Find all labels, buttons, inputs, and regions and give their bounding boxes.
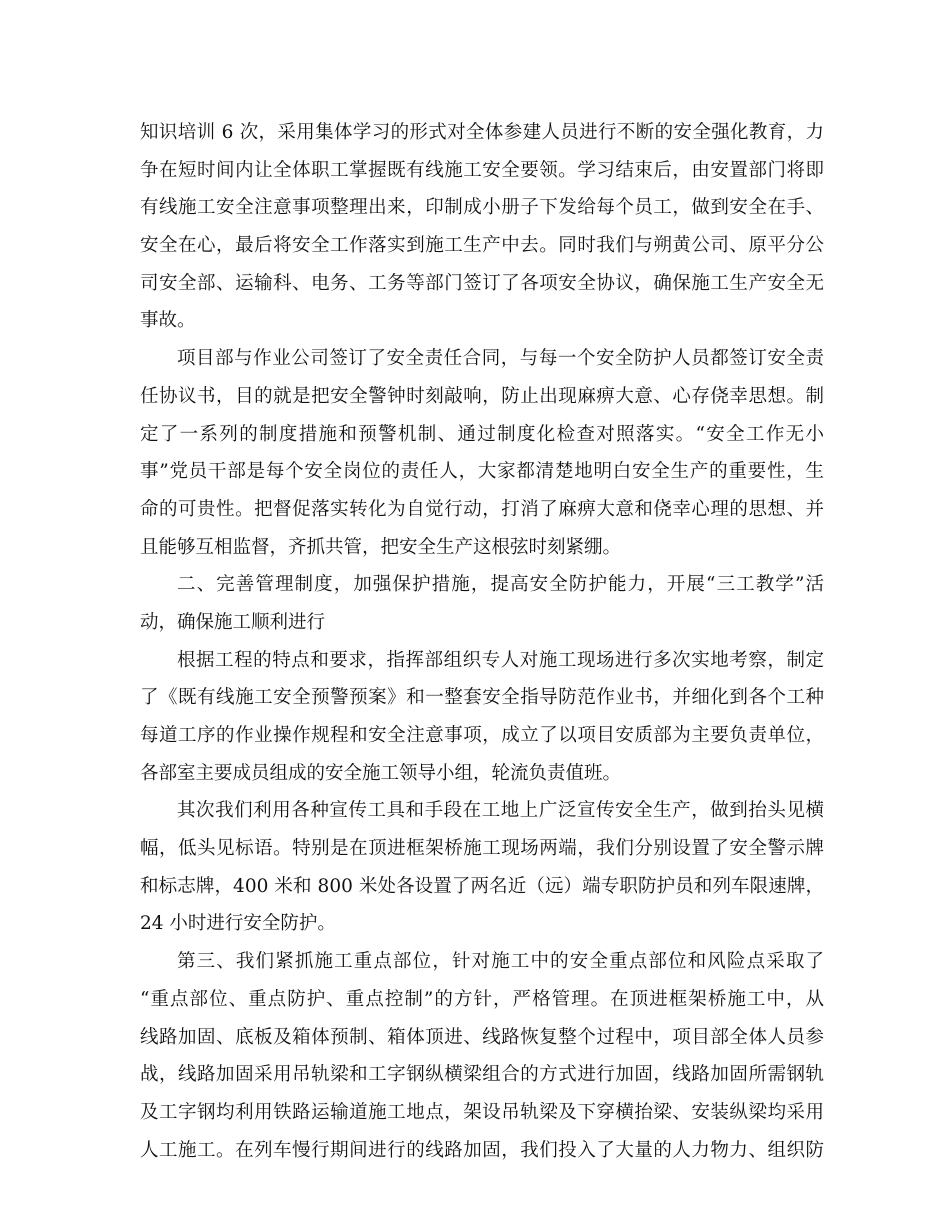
text-line: 项目部与作业公司签订了安全责任合同，与每一个安全防护人员都签订安全责	[177, 348, 824, 370]
text-line: 其次我们利用各种宣传工具和手段在工地上广泛宣传安全生产，做到抬头见横	[177, 800, 824, 822]
paragraph	[140, 943, 824, 1169]
text-line: 人工施工。在列车慢行期间进行的线路加固，我们投入了大量的人力物力、组织防	[140, 1139, 824, 1161]
text-line: 争在短时间内让全体职工掌握既有线施工安全要领。学习结束后，由安置部门将即	[140, 159, 824, 181]
text-line: 任协议书，目的就是把安全警钟时刻敲响，防止出现麻痹大意、心存侥幸思想。制	[140, 385, 824, 407]
document-body	[140, 114, 824, 1169]
text-line: 根据工程的特点和要求，指挥部组织专人对施工现场进行多次实地考察，制定	[177, 649, 824, 671]
text-line: 各部室主要成员组成的安全施工领导小组，轮流负责值班。	[140, 762, 622, 784]
text-line: 司安全部、运输科、电务、工务等部门签订了各项安全协议，确保施工生产安全无	[140, 272, 824, 294]
text-line: 每道工序的作业操作规程和安全注意事项，成立了以项目安质部为主要负责单位，	[140, 725, 824, 746]
text-line: 事”党员干部是每个安全岗位的责任人，大家都清楚地明白安全生产的重要性，生	[140, 461, 824, 483]
text-line: 24 小时进行安全防护。	[140, 913, 336, 935]
paragraph	[140, 792, 824, 943]
text-line: 战，线路加固采用吊轨梁和工字钢纵横梁组合的方式进行加固，线路加固所需钢轨	[140, 1064, 824, 1086]
paragraph	[140, 340, 824, 566]
text-line: 幅，低头见标语。特别是在顶进框架桥施工现场两端，我们分别设置了安全警示牌	[140, 838, 824, 860]
text-line: 命的可贵性。把督促落实转化为自觉行动，打消了麻痹大意和侥幸心理的思想、并	[140, 498, 824, 520]
text-line: 定了一系列的制度措施和预警机制、通过制度化检查对照落实。“安全工作无小	[140, 423, 824, 445]
text-line: 二、完善管理制度，加强保护措施，提高安全防护能力，开展“三工教学”活	[177, 574, 824, 596]
paragraph	[140, 642, 824, 793]
text-line: “重点部位、重点防护、重点控制”的方针，严格管理。在顶进框架桥施工中，从	[140, 988, 824, 1010]
text-line: 动，确保施工顺利进行	[140, 611, 326, 633]
text-line: 和标志牌，400 米和 800 米处各设置了两名近（远）端专职防护员和列车限速牌，	[140, 875, 824, 897]
section-heading	[140, 566, 824, 641]
text-line: 第三、我们紧抓施工重点部位，针对施工中的安全重点部位和风险点采取了	[177, 951, 824, 973]
paragraph	[140, 114, 824, 340]
text-line: 了《既有线施工安全预警预案》和一整套安全指导防范作业书，并细化到各个工种	[140, 687, 824, 709]
text-line: 且能够互相监督，齐抓共管，把安全生产这根弦时刻紧绷。	[140, 536, 622, 558]
text-line: 事故。	[140, 310, 196, 332]
text-line: 知识培训 6 次，采用集体学习的形式对全体参建人员进行不断的安全强化教育，力	[140, 122, 824, 143]
text-line: 有线施工安全注意事项整理出来，印制成小册子下发给每个员工，做到安全在手、	[140, 197, 824, 219]
text-line: 安全在心，最后将安全工作落实到施工生产中去。同时我们与朔黄公司、原平分公	[140, 235, 824, 257]
text-line: 线路加固、底板及箱体预制、箱体顶进、线路恢复整个过程中，项目部全体人员参	[140, 1026, 824, 1048]
text-line: 及工字钢均利用铁路运输道施工地点，架设吊轨梁及下穿横抬梁、安装纵梁均采用	[140, 1101, 824, 1123]
